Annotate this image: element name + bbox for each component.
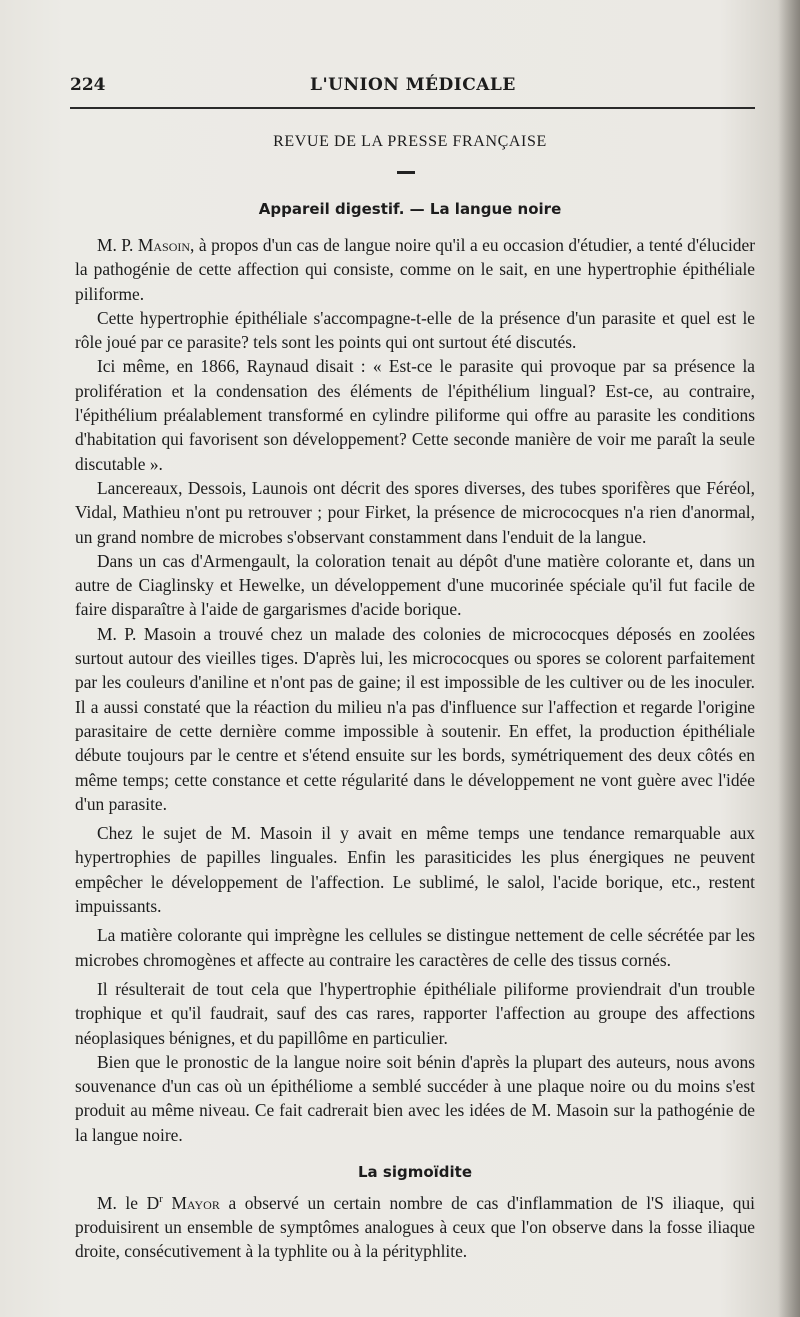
title-ornament-dash bbox=[397, 171, 415, 174]
paragraph: Bien que le pronostic de la langue noire soit bénin d'après la plupart des auteurs, nous avons souvenance d'un cas où un épithéliome a semblé succéder à une plaque noire ou du moins s'est produit au même niveau. Ce fait cadrerait bien avec les idées de M. Masoin sur la pathogénie de la langue noire. bbox=[75, 1051, 755, 1145]
author-name: Masoin bbox=[137, 235, 191, 255]
page-number: 224 bbox=[70, 75, 106, 95]
running-header bbox=[70, 75, 750, 101]
subsection-title: Appareil digestif. — La langue noire bbox=[258, 200, 562, 218]
header-rule bbox=[70, 107, 755, 109]
paragraph: Ici même, en 1866, Raynaud disait : « Est-ce le parasite qui provoque par sa présence la prolifération et la condensation des éléments de l'épithélium lingual? Est-ce, au contraire, l'épithélium préalablement transformé en cylindre piliforme qui offre au parasite les conditions d'habitation qui favorisent son développement? Cette seconde manière de voir me paraît la seule discutable ». bbox=[75, 356, 755, 474]
paragraph: M. le $D^r$ Mayor a observé un certain nombre de cas d'inflammation de l'S iliaque, qui produisirent un ensemble de symptômes analogues à ceux que l'on observe dans la fosse iliaque droite, consécutivement à la typhlite ou à la pérityphlite. bbox=[75, 1192, 755, 1262]
paragraph: Dans un cas d'Armengault, la coloration tenait au dépôt d'une matière colorante et, dans un autre de Ciaglinsky et Hewelke, un développement d'une mucorinée spéciale qu'il fut facile de faire disparaître à l'aide de gargarismes d'acide borique. bbox=[75, 550, 755, 620]
subsection-title-sigmoidite: La sigmoïdite bbox=[357, 1162, 472, 1181]
paragraph: Il résulterait de tout cela que l'hypertrophie épithéliale piliforme proviendrait d'un trouble trophique et qu'il faudrait, sauf des cas rares, rapporter l'affection au groupe des affections néoplasiques bénignes, et du papillôme en particulier. bbox=[75, 978, 755, 1048]
paragraph: Chez le sujet de M. Masoin il y avait en même temps une tendance remarquable aux hypertrophies de papilles linguales. Enfin les parasiticides les plus énergiques ne peuvent empêcher le développement de l'affection. Le sublimé, le salol, l'acide borique, etc., restent impuissants. bbox=[75, 823, 755, 917]
paragraph: M. P. Masoin, à propos d'un cas de langue noire qu'il a eu occasion d'étudier, a tenté d'élucider la pathogénie de cette affection qui consiste, comme on le sait, en une hypertrophie épithéliale piliforme. bbox=[75, 235, 755, 304]
section-title: REVUE DE LA PRESSE FRANÇAISE bbox=[273, 133, 547, 150]
paragraph: Cette hypertrophie épithéliale s'accompagne-t-elle de la présence d'un parasite et quel est le rôle joué par ce parasite? tels sont les points qui ont surtout été discutés. bbox=[75, 307, 755, 353]
author-name: Mayor bbox=[171, 1192, 220, 1213]
book-spine-shadow bbox=[778, 0, 800, 1317]
paragraph: M. P. Masoin a trouvé chez un malade des colonies de micrococques déposés en zoolées surtout autour des vieilles tiges. D'après lui, les micrococques ou spores se colorent parfaitement par les couleurs d'aniline et n'ont pas de gaine; il est impossible de les cultiver ou de les inoculer. Il a aussi constaté que la réaction du milieu n'a pas d'influence sur l'affection et regarde l'origine parasitaire de cette dernière comme impossible à soutenir. En effet, la production épithéliale débute toujours par le centre et s'étend ensuite sur les bords, symétriquement des deux côtés en même temps; cette constance et cette régularité dans le développement ne vont guère avec l'idée d'un parasite. bbox=[75, 623, 755, 814]
paragraph: Lancereaux, Dessois, Launois ont décrit des spores diverses, des tubes sporifères que Féréol, Vidal, Mathieu n'ont pu retrouver ; pour Firket, la présence de micrococques n'a rien d'anormal, un grand nombre de microbes s'observant constamment dans l'enduit de la langue. bbox=[75, 477, 755, 547]
article-body bbox=[75, 233, 755, 1264]
paragraph: La matière colorante qui imprègne les cellules se distingue nettement de celle sécrétée par les microbes chromogènes et affecte au contraire les caractères de celle des tissus cornés. bbox=[75, 925, 755, 970]
journal-title: L'UNION MÉDICALE bbox=[310, 75, 516, 95]
